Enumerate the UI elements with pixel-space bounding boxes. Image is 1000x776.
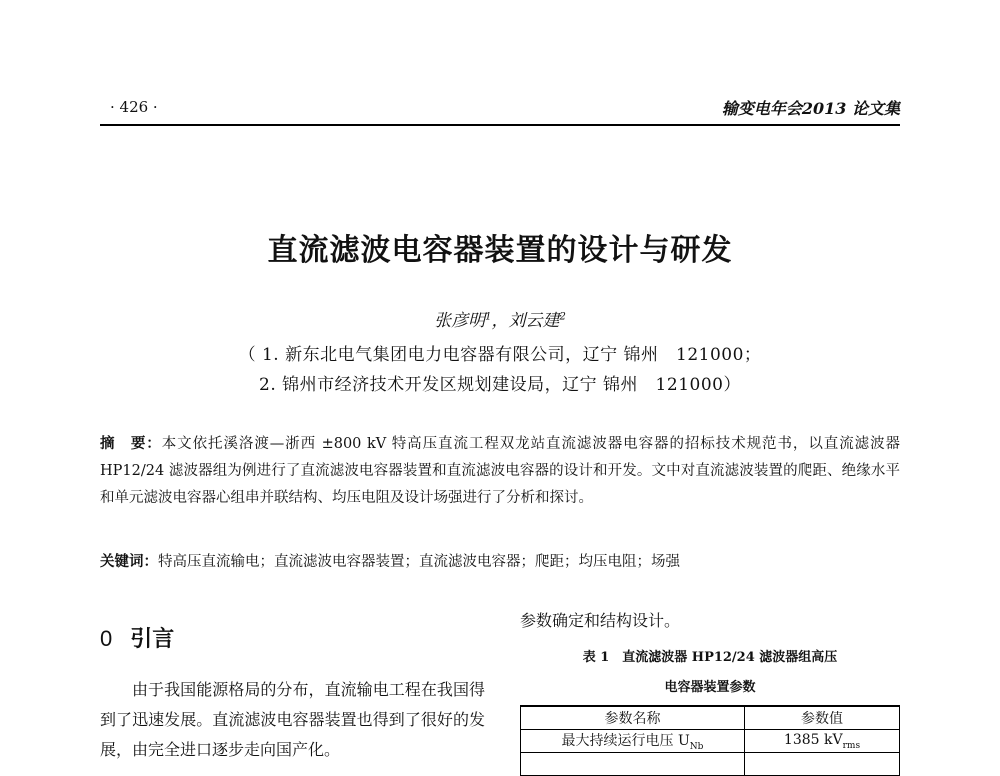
param-value-text: 1385 kV	[783, 731, 843, 748]
param-name-text: 最大持续运行电压 U	[561, 733, 690, 750]
section-title: 引言	[130, 627, 175, 652]
table-caption-line-1: 表 1 直流滤波器 HP12/24 滤波器组高压	[582, 650, 838, 665]
paper-title: 直流滤波电容器装置的设计与研发	[267, 233, 733, 268]
param-value-cell	[745, 730, 900, 753]
page-number: · 426 ·	[110, 98, 158, 116]
journal-title: 输变电年会2013 论文集	[721, 99, 900, 118]
abstract-text: 本文依托溪洛渡—浙西 ±800 kV 特高压直流工程双龙站直流滤波器电容器的招标技术规范书，以直流滤波器 HP12/24 滤波器组为例进行了直流滤波电容器装置和直流滤波电容器的设计和开发。文中对直流滤波装置的爬距、绝缘水平和单元滤波电容器心组串并联结构、均压电阻及设计场强进行了分析和探讨。	[100, 436, 900, 506]
param-name-cell	[521, 730, 745, 753]
intro-paragraph: 由于我国能源格局的分布，直流输电工程在我国得到了迅速发展。直流滤波电容器装置也得到了很好的发展，由完全进口逐步走向国产化。	[100, 680, 485, 759]
section-number: 0	[100, 626, 113, 651]
partial-cell	[745, 753, 900, 776]
param-name-subscript: Nb	[689, 741, 704, 752]
author-1-affiliation-mark: 1	[485, 311, 492, 323]
author-line	[0, 306, 1000, 331]
right-column-text: 参数确定和结构设计。	[520, 611, 681, 630]
partial-cell	[521, 753, 745, 776]
left-column	[100, 675, 485, 765]
abstract	[100, 430, 900, 512]
author-2: 刘云建	[508, 311, 560, 331]
affiliation-1: （ 1. 新东北电气集团电力电容器有限公司，辽宁 锦州 121000；	[238, 345, 762, 365]
table-row-partial	[521, 753, 900, 776]
header-param-name: 参数名称	[521, 706, 745, 730]
keywords-label: 关键词：	[100, 553, 158, 570]
table-caption-line-2: 电容器装置参数	[664, 680, 756, 695]
keywords-text: 特高压直流输电；直流滤波电容器装置；直流滤波电容器；爬距；均压电阻；场强	[158, 554, 680, 570]
author-separator: ，	[491, 311, 509, 331]
header-param-value: 参数值	[745, 706, 900, 730]
header-rule	[100, 124, 900, 126]
affiliation-2: 2. 锦州市经济技术开发区规划建设局，辽宁 锦州 121000）	[259, 375, 741, 395]
table-header-row	[521, 706, 900, 730]
table-row	[521, 730, 900, 753]
abstract-label: 摘 要：	[100, 435, 162, 452]
param-value-subscript: rms	[842, 740, 861, 751]
parameter-table	[520, 705, 900, 776]
section-heading	[100, 622, 174, 653]
keywords	[100, 550, 900, 571]
author-1: 张彦明	[434, 311, 486, 331]
author-2-affiliation-mark: 2	[559, 311, 566, 323]
